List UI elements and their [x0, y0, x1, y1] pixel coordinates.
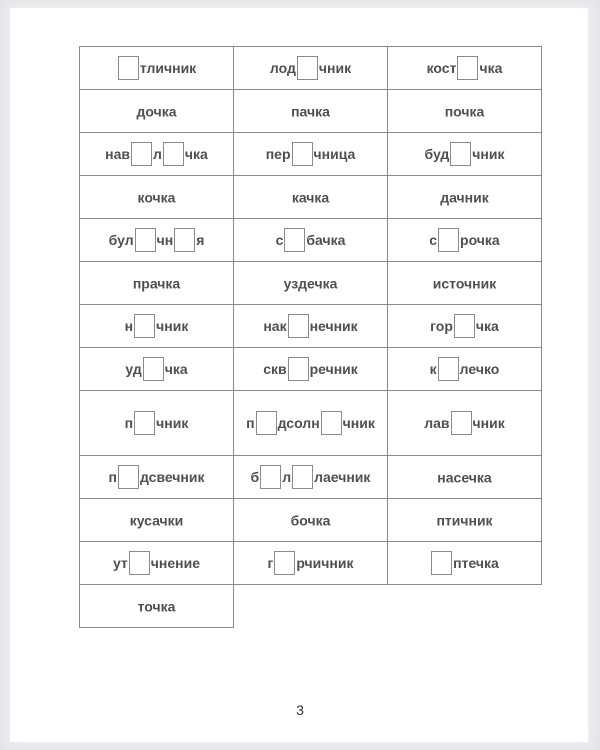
word-cell — [388, 456, 542, 499]
word-fragment: речник — [309, 361, 358, 377]
missing-letter-box[interactable] — [284, 228, 305, 252]
missing-letter-box[interactable] — [438, 228, 459, 252]
word-fragment: птечка — [453, 555, 499, 571]
table-row — [80, 391, 542, 456]
word-fragment: с — [429, 232, 438, 248]
word-cell — [80, 585, 234, 628]
word-fragment: дсвечник — [139, 469, 205, 485]
word-fragment: буд — [424, 146, 450, 162]
word-fragment: источник — [432, 275, 497, 292]
word-cell — [234, 176, 388, 219]
word-fragment: пачка — [291, 103, 330, 120]
word-fragment: чник — [472, 415, 505, 431]
word-fragment: точка — [137, 598, 176, 615]
word-fragment: прачка — [132, 275, 181, 292]
missing-letter-box[interactable] — [288, 314, 309, 338]
word-fragment: бачка — [306, 232, 346, 248]
word-fragment: дсолн — [277, 415, 320, 431]
table-row — [80, 90, 542, 133]
word-fragment: я — [196, 232, 205, 248]
word-fragment: нав — [105, 146, 131, 162]
word-cell — [80, 391, 234, 456]
word-cell — [234, 219, 388, 262]
word-cell — [80, 47, 234, 90]
word-cell — [388, 47, 542, 90]
word-fragment: уздечка — [283, 275, 338, 292]
word-cell — [234, 456, 388, 499]
word-fragment: пер — [265, 146, 291, 162]
word-fragment: чник — [156, 415, 189, 431]
word-cell — [388, 499, 542, 542]
table-row — [80, 133, 542, 176]
word-fragment: кочка — [137, 189, 176, 206]
word-fragment: с — [275, 232, 284, 248]
word-cell — [80, 499, 234, 542]
missing-letter-box[interactable] — [134, 314, 155, 338]
word-fragment: чн — [156, 232, 174, 248]
table-row — [80, 499, 542, 542]
word-cell — [388, 348, 542, 391]
missing-letter-box[interactable] — [454, 314, 475, 338]
table-row — [80, 305, 542, 348]
word-cell — [234, 262, 388, 305]
missing-letter-box[interactable] — [274, 551, 295, 575]
word-fragment: бочка — [290, 512, 331, 529]
missing-letter-box[interactable] — [292, 142, 313, 166]
word-fragment: рчичник — [296, 555, 354, 571]
word-fragment: лаечник — [314, 469, 371, 485]
missing-letter-box[interactable] — [450, 142, 471, 166]
missing-letter-box[interactable] — [451, 411, 472, 435]
missing-letter-box[interactable] — [321, 411, 342, 435]
word-fragment: бул — [108, 232, 134, 248]
word-cell — [80, 348, 234, 391]
word-fragment: л — [282, 469, 292, 485]
word-fragment: п — [124, 415, 134, 431]
missing-letter-box[interactable] — [135, 228, 156, 252]
word-cell — [388, 262, 542, 305]
missing-letter-box[interactable] — [292, 465, 313, 489]
word-cell — [234, 90, 388, 133]
word-fragment: н — [124, 318, 134, 334]
missing-letter-box[interactable] — [143, 357, 164, 381]
missing-letter-box[interactable] — [118, 465, 139, 489]
word-cell — [80, 133, 234, 176]
word-fragment: дачник — [440, 189, 489, 206]
missing-letter-box[interactable] — [163, 142, 184, 166]
word-fragment: скв — [263, 361, 287, 377]
word-cell — [234, 348, 388, 391]
word-fragment: лод — [269, 60, 296, 76]
word-fragment: к — [429, 361, 437, 377]
word-fragment: гор — [430, 318, 453, 334]
word-fragment: птичник — [436, 512, 493, 529]
missing-letter-box[interactable] — [131, 142, 152, 166]
empty-cell — [388, 585, 542, 628]
word-cell — [388, 90, 542, 133]
word-fragment: нак — [263, 318, 287, 334]
word-fragment: л — [153, 146, 162, 162]
missing-letter-box[interactable] — [118, 56, 139, 80]
word-fragment: уд — [125, 361, 142, 377]
word-cell — [80, 90, 234, 133]
word-cell — [388, 542, 542, 585]
word-fragment: чка — [184, 146, 208, 162]
word-cell — [388, 219, 542, 262]
missing-letter-box[interactable] — [457, 56, 478, 80]
word-cell — [80, 305, 234, 348]
word-table — [79, 46, 542, 628]
word-fragment: чнение — [150, 555, 201, 571]
table-row — [80, 585, 542, 628]
word-fragment: чник — [318, 60, 352, 76]
word-cell — [234, 305, 388, 348]
word-cell — [80, 542, 234, 585]
word-cell — [234, 391, 388, 456]
missing-letter-box[interactable] — [431, 551, 452, 575]
word-cell — [234, 133, 388, 176]
word-fragment: чница — [313, 146, 356, 162]
worksheet-page — [10, 8, 588, 742]
word-cell — [80, 176, 234, 219]
word-cell — [80, 456, 234, 499]
table-row — [80, 348, 542, 391]
table-row — [80, 47, 542, 90]
word-fragment: качка — [291, 189, 330, 206]
word-fragment: чка — [475, 318, 499, 334]
missing-letter-box[interactable] — [260, 465, 281, 489]
table-row — [80, 176, 542, 219]
word-fragment: лечко — [459, 361, 500, 377]
word-fragment: почка — [444, 103, 485, 120]
word-cell — [388, 176, 542, 219]
word-cell — [234, 499, 388, 542]
table-row — [80, 456, 542, 499]
word-fragment: чник — [156, 318, 189, 334]
table-row — [80, 262, 542, 305]
word-cell — [80, 219, 234, 262]
word-fragment: дочка — [136, 103, 177, 120]
missing-letter-box[interactable] — [438, 357, 459, 381]
word-fragment: лав — [424, 415, 450, 431]
missing-letter-box[interactable] — [129, 551, 150, 575]
word-fragment: чка — [164, 361, 188, 377]
word-fragment: г — [267, 555, 274, 571]
word-fragment: ут — [112, 555, 128, 571]
word-cell — [80, 262, 234, 305]
word-cell — [234, 47, 388, 90]
word-fragment: нечник — [309, 318, 358, 334]
missing-letter-box[interactable] — [288, 357, 309, 381]
missing-letter-box[interactable] — [297, 56, 318, 80]
word-cell — [388, 305, 542, 348]
word-fragment: б — [250, 469, 260, 485]
word-fragment: кост — [426, 60, 457, 76]
table-row — [80, 219, 542, 262]
word-cell — [388, 391, 542, 456]
word-cell — [388, 133, 542, 176]
missing-letter-box[interactable] — [174, 228, 195, 252]
word-fragment: тличник — [139, 60, 197, 76]
missing-letter-box[interactable] — [256, 411, 277, 435]
word-fragment: чник — [472, 146, 505, 162]
word-fragment: насечка — [437, 469, 492, 486]
missing-letter-box[interactable] — [134, 411, 155, 435]
word-fragment: чник — [342, 415, 375, 431]
empty-cell — [234, 585, 388, 628]
word-fragment: чка — [479, 60, 503, 76]
page-number: 3 — [296, 702, 304, 718]
word-fragment: п — [108, 469, 117, 485]
word-fragment: рочка — [460, 232, 500, 248]
word-fragment: п — [246, 415, 255, 431]
word-fragment: кусачки — [129, 512, 184, 529]
table-row — [80, 542, 542, 585]
word-cell — [234, 542, 388, 585]
